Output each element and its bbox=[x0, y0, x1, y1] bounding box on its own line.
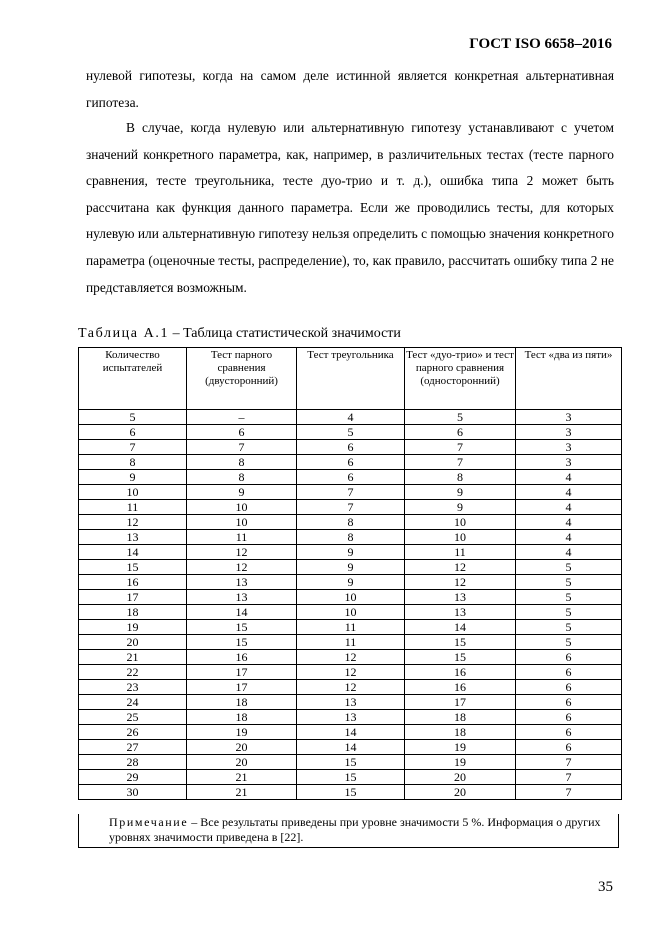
table-cell: 13 bbox=[405, 590, 516, 605]
table-cell: 12 bbox=[405, 560, 516, 575]
table-cell: 5 bbox=[405, 410, 516, 425]
table-cell: 7 bbox=[516, 785, 622, 800]
table-cell: 12 bbox=[187, 560, 297, 575]
table-body bbox=[79, 410, 622, 800]
table-cell: 3 bbox=[516, 455, 622, 470]
table-cell: 16 bbox=[405, 665, 516, 680]
table-row bbox=[79, 650, 622, 665]
table-cell: 22 bbox=[79, 665, 187, 680]
table-cell: 3 bbox=[516, 410, 622, 425]
table-row bbox=[79, 590, 622, 605]
table-cell: 11 bbox=[297, 635, 405, 650]
table-cell: 19 bbox=[405, 740, 516, 755]
table-cell: 4 bbox=[516, 530, 622, 545]
table-row bbox=[79, 575, 622, 590]
table-cell: 6 bbox=[79, 425, 187, 440]
table-row bbox=[79, 500, 622, 515]
table-cell: 3 bbox=[516, 440, 622, 455]
table-cell: 20 bbox=[187, 740, 297, 755]
table-cell: 5 bbox=[516, 575, 622, 590]
table-cell: 16 bbox=[405, 680, 516, 695]
table-cell: 6 bbox=[405, 425, 516, 440]
table-caption-text: – Таблица статистической значимости bbox=[169, 326, 401, 341]
table-cell: 7 bbox=[516, 755, 622, 770]
table-cell: 16 bbox=[79, 575, 187, 590]
table-cell: 5 bbox=[297, 425, 405, 440]
table-cell: 9 bbox=[187, 485, 297, 500]
table-cell: 18 bbox=[187, 695, 297, 710]
table-cell: 17 bbox=[405, 695, 516, 710]
table-row bbox=[79, 410, 622, 425]
table-cell: 4 bbox=[297, 410, 405, 425]
table-cell: 11 bbox=[405, 545, 516, 560]
table-cell: 15 bbox=[187, 635, 297, 650]
table-cell: 5 bbox=[79, 410, 187, 425]
table-cell: 4 bbox=[516, 470, 622, 485]
table-cell: 13 bbox=[187, 575, 297, 590]
table-cell: 8 bbox=[297, 530, 405, 545]
table-row bbox=[79, 545, 622, 560]
table-cell: 7 bbox=[187, 440, 297, 455]
table-cell: 15 bbox=[187, 620, 297, 635]
table-cell: 15 bbox=[297, 755, 405, 770]
table-cell: 20 bbox=[187, 755, 297, 770]
table-cell: 23 bbox=[79, 680, 187, 695]
table-row bbox=[79, 560, 622, 575]
table-cell: 30 bbox=[79, 785, 187, 800]
table-cell: 5 bbox=[516, 590, 622, 605]
table-cell: 18 bbox=[187, 710, 297, 725]
table-cell: 17 bbox=[187, 680, 297, 695]
table-row bbox=[79, 470, 622, 485]
table-cell: 28 bbox=[79, 755, 187, 770]
table-cell: 8 bbox=[187, 455, 297, 470]
table-row bbox=[79, 440, 622, 455]
column-header-triangle: Тест треугольника bbox=[297, 348, 405, 410]
table-cell: 20 bbox=[79, 635, 187, 650]
table-row bbox=[79, 770, 622, 785]
table-row bbox=[79, 620, 622, 635]
table-cell: 7 bbox=[79, 440, 187, 455]
table-cell: 15 bbox=[297, 785, 405, 800]
table-cell: 10 bbox=[79, 485, 187, 500]
column-header-two-of-five: Тест «два из пяти» bbox=[516, 348, 622, 410]
table-cell: 3 bbox=[516, 425, 622, 440]
table-cell: 8 bbox=[79, 455, 187, 470]
column-header-testers: Количество испытателей bbox=[79, 348, 187, 410]
table-row bbox=[79, 665, 622, 680]
table-cell: 11 bbox=[297, 620, 405, 635]
table-row bbox=[79, 605, 622, 620]
table-row bbox=[79, 755, 622, 770]
table-cell: 21 bbox=[187, 785, 297, 800]
table-cell: 4 bbox=[516, 485, 622, 500]
table-cell: 8 bbox=[405, 470, 516, 485]
table-cell: 18 bbox=[79, 605, 187, 620]
table-cell: 7 bbox=[405, 455, 516, 470]
table-cell: 18 bbox=[405, 710, 516, 725]
table-cell: 19 bbox=[405, 755, 516, 770]
table-cell: 10 bbox=[405, 515, 516, 530]
table-row bbox=[79, 725, 622, 740]
table-cell: 12 bbox=[297, 680, 405, 695]
table-cell: 9 bbox=[297, 575, 405, 590]
table-cell: 6 bbox=[297, 455, 405, 470]
table-cell: 9 bbox=[79, 470, 187, 485]
table-cell: 6 bbox=[297, 470, 405, 485]
page-number: 35 bbox=[598, 879, 613, 895]
table-cell: 7 bbox=[297, 485, 405, 500]
table-cell: 14 bbox=[297, 740, 405, 755]
table-cell: 15 bbox=[405, 650, 516, 665]
table-cell: 10 bbox=[187, 515, 297, 530]
table-cell: 16 bbox=[187, 650, 297, 665]
table-cell: 13 bbox=[405, 605, 516, 620]
table-row bbox=[79, 530, 622, 545]
table-caption-label: Таблица А.1 bbox=[78, 326, 170, 341]
table-cell: 5 bbox=[516, 560, 622, 575]
paragraph-2: В случае, когда нулевую или альтернативную гипотезу устанавливают с учетом значений конкретного параметра, как, например, в различительных тестах (тесте парного сравнения, тесте треугольника, тесте дуо-трио и т. д.), ошибка типа 2 может быть рассчитана как функция данного параметра. Если же проводились тесты, для которых нулевую или альтернативную гипотезу нельзя определить с помощью значения конкретного параметра (оценочные тесты, распределение), то, как правило, рассчитать ошибку типа 2 не представляется возможным. bbox=[86, 120, 614, 295]
table-row bbox=[79, 785, 622, 800]
table-cell: 6 bbox=[516, 695, 622, 710]
table-cell: 11 bbox=[79, 500, 187, 515]
table-row bbox=[79, 635, 622, 650]
table-row bbox=[79, 485, 622, 500]
paragraph-1: нулевой гипотезы, когда на самом деле истинной является конкретная альтернативная гипотеза. bbox=[86, 68, 614, 110]
table-row bbox=[79, 695, 622, 710]
table-cell: 13 bbox=[297, 695, 405, 710]
table-cell: 10 bbox=[297, 605, 405, 620]
table-row bbox=[79, 455, 622, 470]
column-header-duo-trio: Тест «дуо-трио» и тест парного сравнения (односторонний) bbox=[405, 348, 516, 410]
table-cell: 9 bbox=[405, 485, 516, 500]
table-cell: 12 bbox=[297, 650, 405, 665]
table-cell: 6 bbox=[516, 725, 622, 740]
table-row bbox=[79, 710, 622, 725]
table-cell: 17 bbox=[79, 590, 187, 605]
table-cell: 25 bbox=[79, 710, 187, 725]
significance-table bbox=[78, 347, 622, 800]
table-cell: 20 bbox=[405, 770, 516, 785]
table-cell: 21 bbox=[187, 770, 297, 785]
table-cell: 12 bbox=[297, 665, 405, 680]
table-cell: 6 bbox=[516, 665, 622, 680]
table-cell: 24 bbox=[79, 695, 187, 710]
table-cell: 5 bbox=[516, 620, 622, 635]
table-cell: 13 bbox=[187, 590, 297, 605]
table-cell: 10 bbox=[297, 590, 405, 605]
table-cell: 11 bbox=[187, 530, 297, 545]
note-text: – Все результаты приведены при уровне значимости 5 %. Информация о других уровнях значимости приведена в [22]. bbox=[109, 815, 601, 844]
column-header-paired: Тест парного сравнения (двусторонний) bbox=[187, 348, 297, 410]
table-cell: 14 bbox=[405, 620, 516, 635]
table-row bbox=[79, 425, 622, 440]
table-cell: 19 bbox=[187, 725, 297, 740]
table-cell: 26 bbox=[79, 725, 187, 740]
table-row bbox=[79, 680, 622, 695]
table-row bbox=[79, 740, 622, 755]
table-cell: 6 bbox=[516, 740, 622, 755]
table-cell: 4 bbox=[516, 515, 622, 530]
table-cell: 9 bbox=[405, 500, 516, 515]
table-cell: 14 bbox=[79, 545, 187, 560]
table-cell: 10 bbox=[405, 530, 516, 545]
table-cell: 5 bbox=[516, 635, 622, 650]
table-cell: 9 bbox=[297, 560, 405, 575]
table-caption bbox=[78, 326, 401, 342]
table-cell: 12 bbox=[187, 545, 297, 560]
table-cell: 13 bbox=[297, 710, 405, 725]
table-cell: 6 bbox=[516, 710, 622, 725]
table-cell: 4 bbox=[516, 500, 622, 515]
table-cell: 18 bbox=[405, 725, 516, 740]
table-cell: 5 bbox=[516, 605, 622, 620]
table-cell: 9 bbox=[297, 545, 405, 560]
table-cell: – bbox=[187, 410, 297, 425]
table-cell: 12 bbox=[405, 575, 516, 590]
table-cell: 15 bbox=[405, 635, 516, 650]
table-note bbox=[78, 814, 619, 848]
table-cell: 7 bbox=[297, 500, 405, 515]
table-cell: 19 bbox=[79, 620, 187, 635]
table-cell: 17 bbox=[187, 665, 297, 680]
table-cell: 7 bbox=[405, 440, 516, 455]
table-cell: 14 bbox=[187, 605, 297, 620]
table-cell: 15 bbox=[79, 560, 187, 575]
table-cell: 6 bbox=[516, 650, 622, 665]
table-cell: 29 bbox=[79, 770, 187, 785]
table-cell: 6 bbox=[187, 425, 297, 440]
table-cell: 7 bbox=[516, 770, 622, 785]
table-cell: 10 bbox=[187, 500, 297, 515]
note-label: Примечание bbox=[109, 815, 189, 829]
document-header: ГОСТ ISO 6658–2016 bbox=[469, 36, 612, 52]
table-cell: 6 bbox=[297, 440, 405, 455]
table-cell: 14 bbox=[297, 725, 405, 740]
table-cell: 20 bbox=[405, 785, 516, 800]
table-cell: 12 bbox=[79, 515, 187, 530]
table-cell: 8 bbox=[297, 515, 405, 530]
table-cell: 8 bbox=[187, 470, 297, 485]
table-cell: 15 bbox=[297, 770, 405, 785]
table-row bbox=[79, 515, 622, 530]
table-cell: 21 bbox=[79, 650, 187, 665]
table-cell: 13 bbox=[79, 530, 187, 545]
table-header-row bbox=[79, 348, 622, 410]
table-cell: 4 bbox=[516, 545, 622, 560]
table-cell: 27 bbox=[79, 740, 187, 755]
table-cell: 6 bbox=[516, 680, 622, 695]
